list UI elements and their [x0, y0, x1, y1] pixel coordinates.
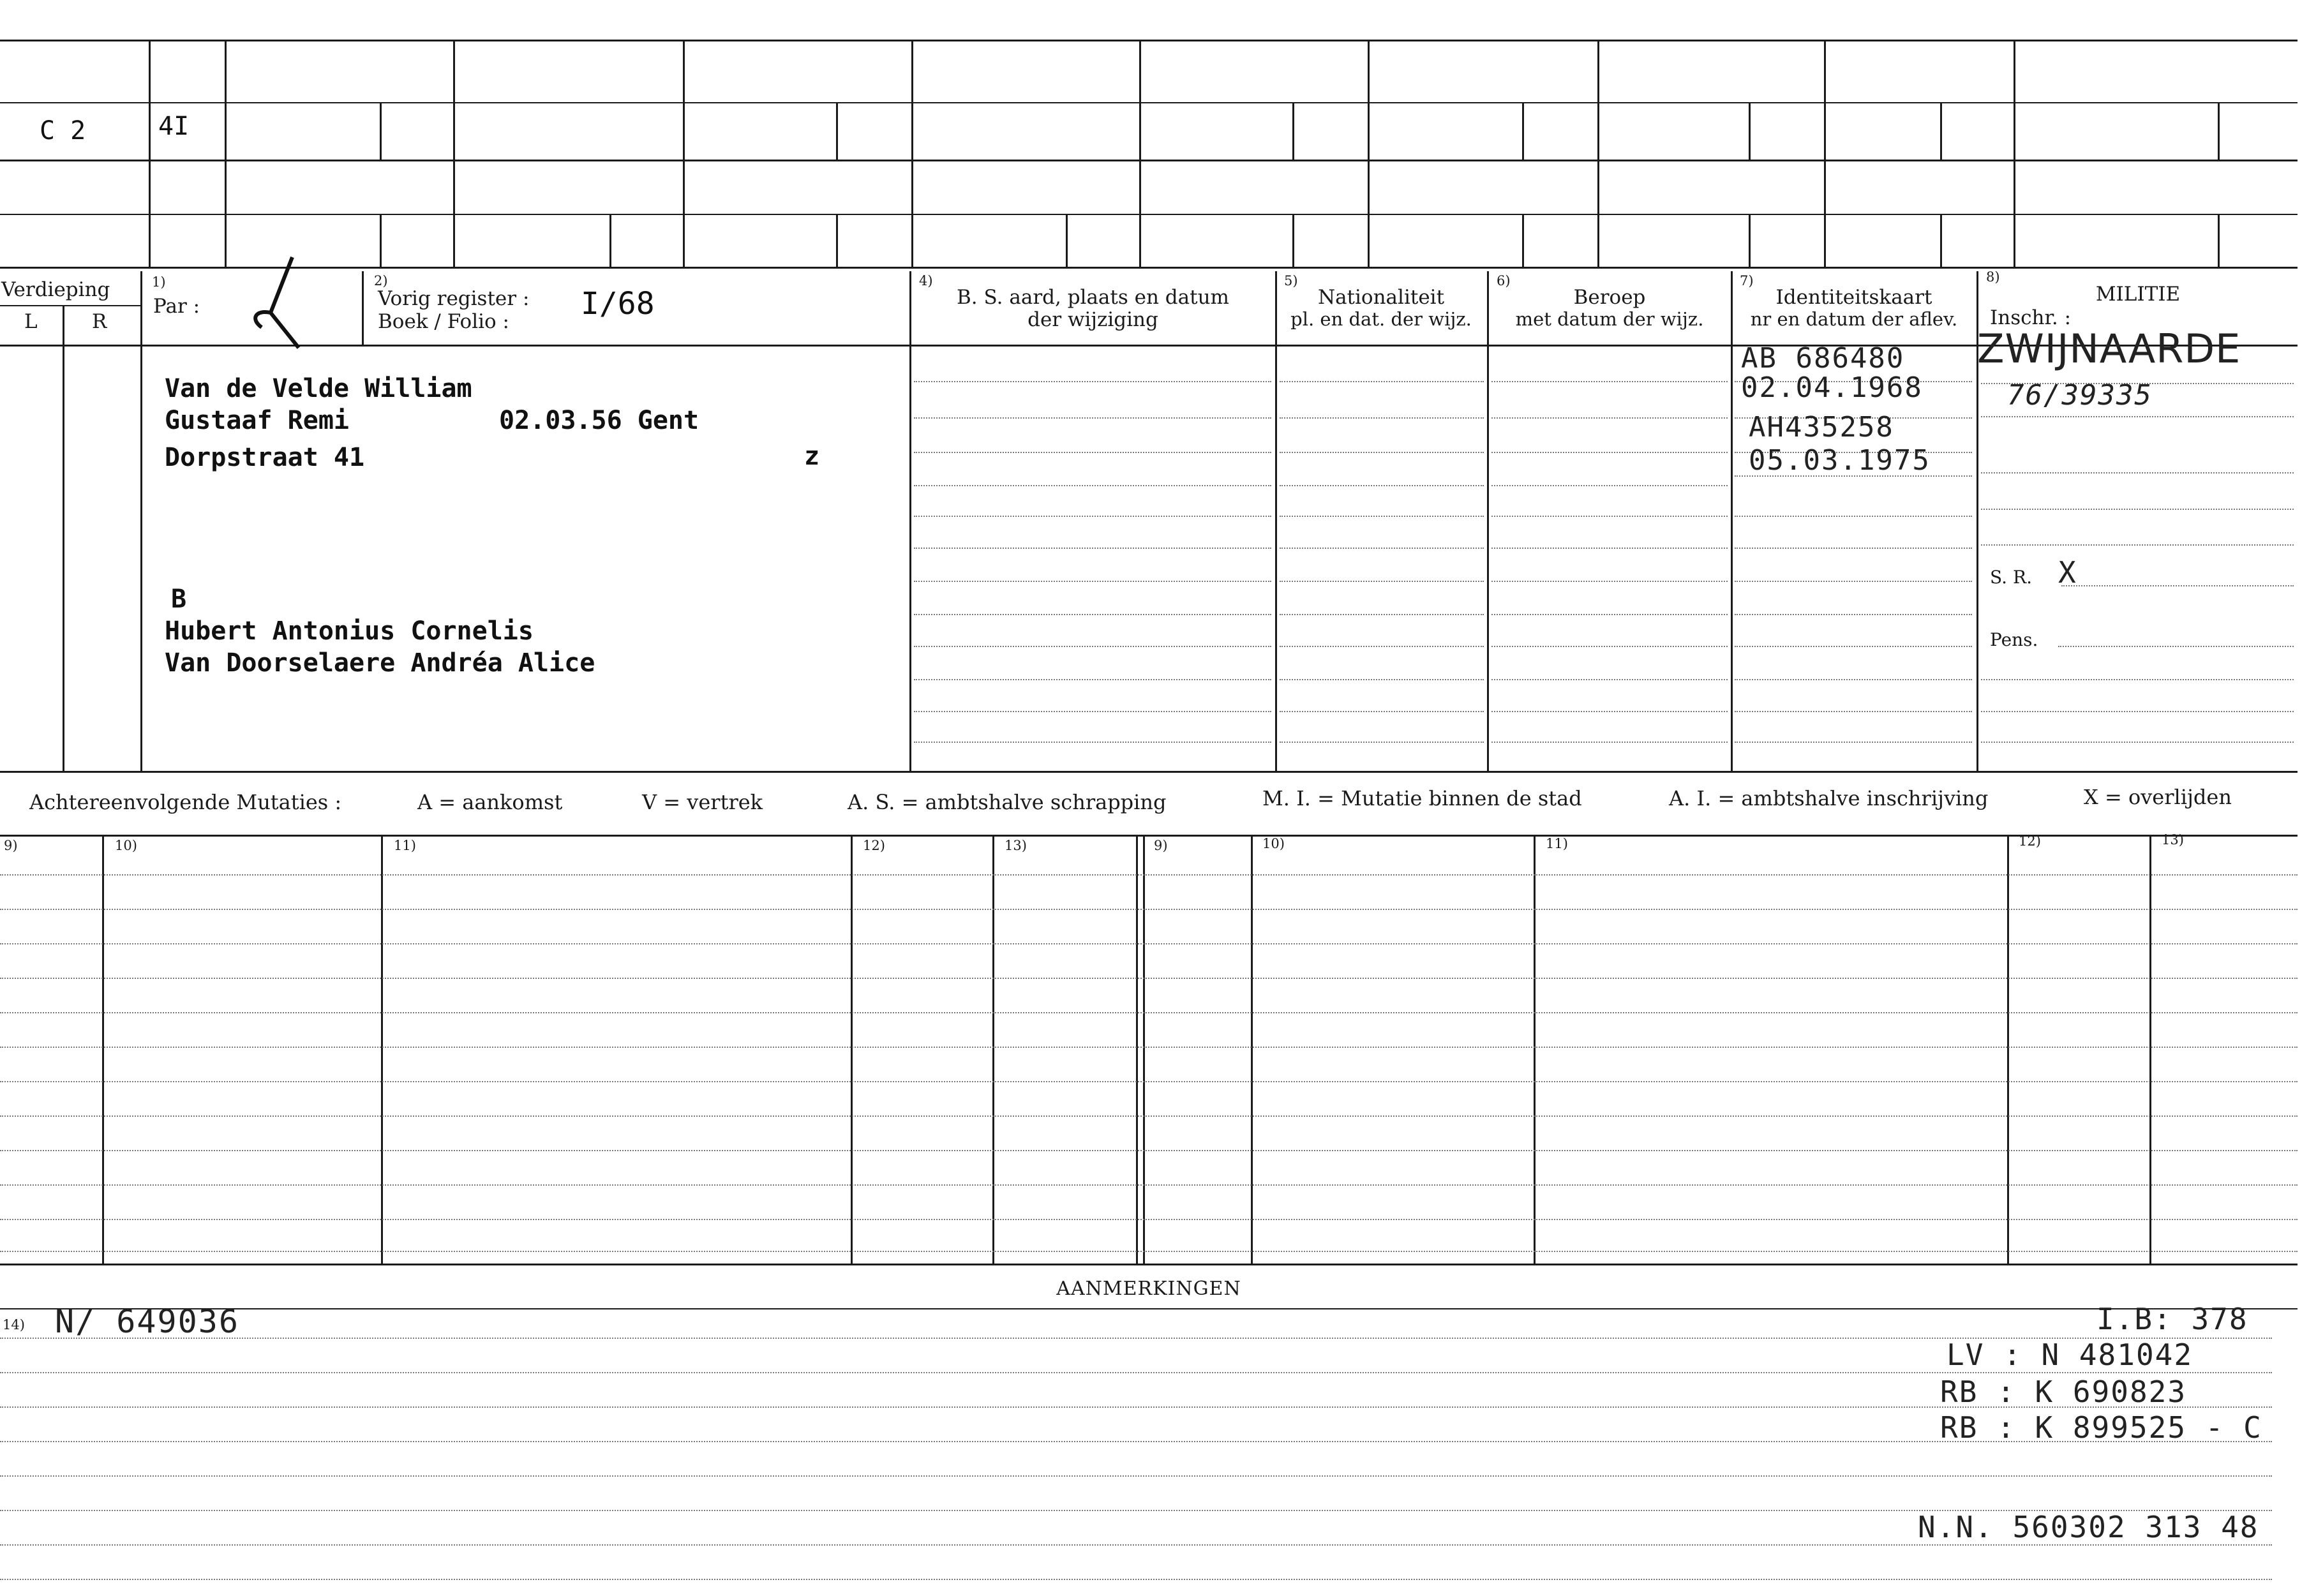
col7-label1: Identiteitskaart — [1775, 286, 1932, 309]
vorig-register-value: I/68 — [581, 286, 655, 322]
remarks-lv: LV : N 481042 — [1947, 1338, 2193, 1372]
person-given-names: Gustaaf Remi — [165, 406, 349, 435]
militie-label: MILITIE — [2095, 283, 2181, 306]
remarks-title: AANMERKINGEN — [1056, 1278, 1241, 1300]
id-card1-date: 02.04.1968 — [1741, 371, 1923, 404]
wijk-code: C 2 — [40, 116, 86, 145]
mut-left-col13: 13) — [1005, 838, 1027, 853]
legend-overlijden: X = overlijden — [2084, 785, 2232, 809]
legend-ambtshalve-inschrijving: A. I. = ambtshalve inschrijving — [1669, 786, 1989, 810]
legend-vertrek: V = vertrek — [642, 790, 763, 814]
pens-label: Pens. — [1990, 629, 2038, 650]
col8-number: 8) — [1986, 269, 2000, 285]
col4-label2: der wijziging — [1027, 308, 1158, 331]
person-name: Van de Velde William — [165, 374, 472, 403]
mut-left-col9: 9) — [4, 838, 18, 853]
remarks-national-number: N.N. 560302 313 48 — [1918, 1510, 2259, 1544]
col5-number: 5) — [1284, 273, 1298, 288]
sr-value: X — [2058, 555, 2077, 590]
col6-number: 6) — [1497, 273, 1511, 288]
person-birth: 02.03.56 Gent — [499, 406, 699, 435]
b-label: B — [171, 585, 187, 614]
verdieping-left: L — [24, 310, 38, 333]
sr-label: S. R. — [1990, 567, 2032, 588]
col4-label1: B. S. aard, plaats en datum — [957, 286, 1229, 309]
militie-number: 76/39335 — [2007, 379, 2153, 412]
person-address: Dorpstraat 41 — [165, 443, 365, 472]
inschr-label: Inschr. : — [1990, 306, 2072, 329]
id-card2-date: 05.03.1975 — [1749, 444, 1931, 477]
remarks-nn-code: N/ 649036 — [55, 1303, 239, 1340]
father-name: Hubert Antonius Cornelis — [165, 616, 534, 646]
col4-number: 4) — [919, 273, 933, 288]
address-marker: z — [804, 442, 820, 471]
col6-label1: Beroep — [1573, 286, 1646, 309]
legend-mutatie-stad: M. I. = Mutatie binnen de stad — [1262, 786, 1582, 810]
id-card1-number: AB 686480 — [1741, 342, 1905, 375]
mut-left-col10: 10) — [115, 838, 137, 853]
legend-aankomst: A = aankomst — [417, 790, 563, 814]
remarks-number: 14) — [3, 1317, 25, 1332]
vorig-register-label: Vorig register : — [378, 287, 530, 310]
col6-label2: met datum der wijz. — [1515, 308, 1704, 330]
mut-left-col11: 11) — [394, 838, 416, 853]
remarks-ib: I.B: 378 — [2096, 1302, 2248, 1336]
mut-left-col12: 12) — [863, 838, 885, 853]
militie-place-stamp: ZWIJNAARDE — [1977, 325, 2241, 372]
col7-number: 7) — [1740, 273, 1754, 288]
col1-number: 1) — [152, 274, 166, 290]
id-card2-number: AH435258 — [1749, 411, 1894, 444]
legend-ambtshalve-schrapping: A. S. = ambtshalve schrapping — [848, 790, 1167, 814]
mut-right-col12: 12) — [2019, 833, 2041, 849]
par-signature-mark — [243, 252, 313, 361]
remarks-rb1: RB : K 690823 — [1940, 1375, 2187, 1409]
mother-name: Van Doorselaere Andréa Alice — [165, 648, 595, 678]
par-label: Par : — [153, 295, 200, 318]
legend-title: Achtereenvolgende Mutaties : — [29, 790, 342, 814]
mut-right-col10: 10) — [1262, 836, 1285, 851]
remarks-rb2: RB : K 899525 - C — [1940, 1410, 2262, 1445]
col5-label1: Nationaliteit — [1317, 286, 1445, 309]
mut-right-col9: 9) — [1154, 838, 1168, 853]
mut-right-col11: 11) — [1546, 836, 1568, 851]
col5-label2: pl. en dat. der wijz. — [1290, 308, 1472, 330]
col7-label2: nr en datum der aflev. — [1750, 308, 1958, 330]
col2-number: 2) — [374, 273, 388, 288]
verdieping-label: Verdieping — [1, 278, 110, 301]
verdieping-right: R — [92, 310, 107, 333]
mut-right-col13: 13) — [2162, 832, 2184, 847]
boek-folio-label: Boek / Folio : — [378, 310, 509, 333]
house-number: 4I — [158, 112, 190, 141]
